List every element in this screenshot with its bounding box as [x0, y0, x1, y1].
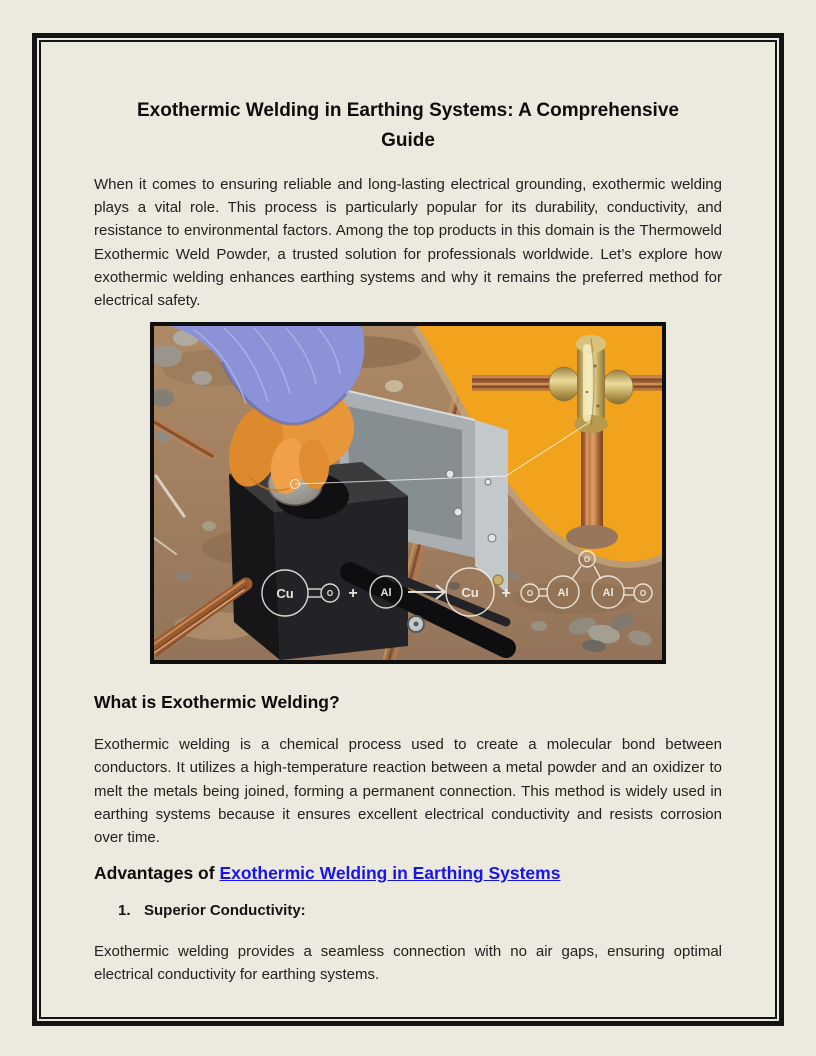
svg-text:O: O — [526, 589, 534, 599]
svg-text:O: O — [639, 589, 647, 599]
page-frame-inner — [39, 40, 777, 1019]
svg-text:Al: Al — [602, 587, 614, 600]
list-item-label: Superior Conductivity: — [144, 902, 306, 920]
document-title: Exothermic Welding in Earthing Systems: A Comprehensive Guide — [137, 100, 679, 151]
intro-paragraph: When it comes to ensuring reliable and long-lasting electrical grounding, exothermic welding plays a vital role. This process is particularly popular for its durability, conductivity, and resistance to environmental factors. Among the top products in this domain is the Thermoweld Exothermic Weld Powder, a trusted solution for professionals worldwide. Let’s explore how exothermic welding enhances earthing systems and why it remains the preferred method for electrical safety. — [94, 176, 722, 310]
svg-text:Al: Al — [557, 587, 569, 600]
svg-text:O: O — [326, 589, 334, 599]
svg-text:O: O — [583, 555, 591, 565]
page-content — [41, 42, 775, 987]
list-item-number: 1. — [118, 902, 131, 920]
welding-photo-illustration — [154, 326, 662, 660]
what-is-paragraph: Exothermic welding is a chemical process used to create a molecular bond between conductors. It utilizes a high-temperature reaction between a metal powder and an oxidizer to melt the metals being joined, forming a permanent connection. This method is widely used in earthing systems because it ensures excellent electrical conductivity and resists corrosion over time. — [94, 736, 722, 847]
svg-text:+: + — [501, 585, 511, 603]
svg-text:+: + — [348, 585, 358, 603]
page-frame-outer — [32, 33, 784, 1026]
svg-text:Cu: Cu — [276, 586, 294, 602]
heading-advantages-prefix: Advantages of — [94, 863, 220, 884]
svg-text:Al: Al — [380, 587, 392, 600]
exothermic-welding-link[interactable]: Exothermic Welding in Earthing Systems — [219, 863, 561, 884]
advantage-list-item-1 — [118, 902, 722, 920]
heading-what-is: What is Exothermic Welding? — [94, 692, 340, 713]
advantage-paragraph: Exothermic welding provides a seamless connection with no air gaps, ensuring optimal electrical conductivity for earthing systems. — [94, 943, 722, 984]
svg-text:Cu: Cu — [461, 585, 479, 601]
heading-advantages — [94, 862, 722, 884]
welding-photo — [150, 322, 666, 664]
